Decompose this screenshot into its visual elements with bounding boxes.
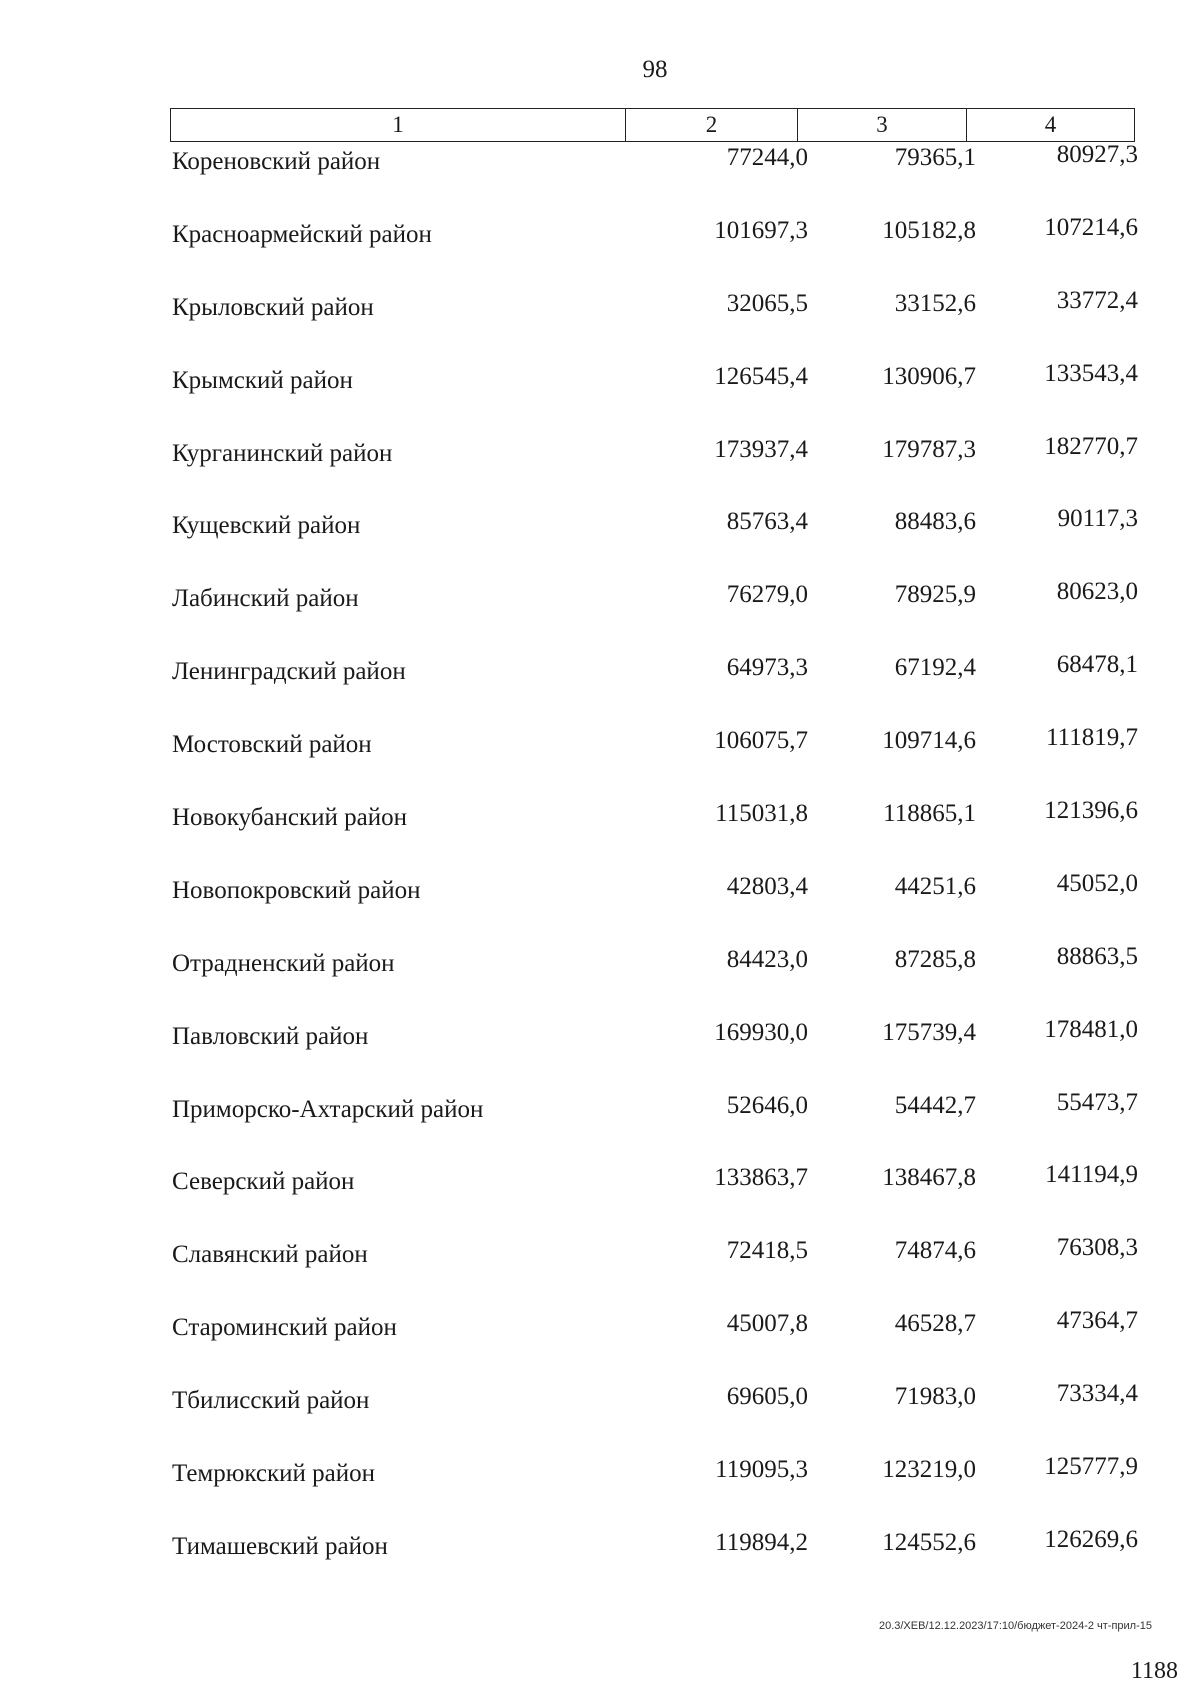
row-value-col4: 107214,6 bbox=[1044, 213, 1138, 241]
row-value-col2: 52646,0 bbox=[726, 1091, 808, 1119]
row-value-col3: 130906,7 bbox=[882, 362, 976, 390]
table-row bbox=[172, 359, 1138, 440]
row-value-col4: 182770,7 bbox=[1044, 432, 1138, 460]
row-name: Лабинский район bbox=[172, 585, 359, 613]
row-value-col3: 105182,8 bbox=[882, 216, 976, 244]
row-value-col4: 178481,0 bbox=[1044, 1015, 1138, 1043]
row-name: Новокубанский район bbox=[172, 804, 407, 832]
row-value-col4: 141194,9 bbox=[1045, 1161, 1138, 1189]
row-value-col4: 76308,3 bbox=[1056, 1234, 1138, 1262]
row-value-col4: 73334,4 bbox=[1056, 1380, 1138, 1408]
row-value-col2: 85763,4 bbox=[726, 508, 808, 536]
table-row bbox=[172, 724, 1138, 804]
row-name: Курганинский район bbox=[172, 439, 393, 467]
row-name: Ленинградский район bbox=[172, 658, 406, 686]
row-value-col4: 126269,6 bbox=[1044, 1525, 1138, 1553]
row-value-col4: 47364,7 bbox=[1056, 1307, 1138, 1335]
row-value-col3: 33152,6 bbox=[894, 289, 976, 317]
row-value-col2: 115031,8 bbox=[715, 800, 808, 828]
row-value-col4: 45052,0 bbox=[1056, 869, 1138, 897]
row-name: Тбилисский район bbox=[172, 1387, 370, 1415]
row-name: Отрадненский район bbox=[172, 949, 395, 977]
row-name: Новопокровский район bbox=[172, 876, 421, 904]
row-value-col3: 74874,6 bbox=[894, 1237, 976, 1265]
row-value-col4: 133543,4 bbox=[1044, 359, 1138, 387]
row-value-col2: 101697,3 bbox=[714, 216, 808, 244]
table-row bbox=[172, 141, 1138, 221]
table-row bbox=[172, 1234, 1138, 1314]
row-value-col4: 33772,4 bbox=[1056, 286, 1138, 314]
table-header bbox=[170, 108, 1135, 142]
row-value-col2: 76279,0 bbox=[726, 581, 808, 609]
row-value-col3: 123219,0 bbox=[882, 1456, 976, 1484]
row-value-col2: 169930,0 bbox=[714, 1018, 808, 1046]
row-name: Крыловский район bbox=[172, 293, 374, 321]
table-body bbox=[172, 141, 1138, 1606]
table-row bbox=[172, 1380, 1138, 1460]
table-row bbox=[172, 505, 1138, 585]
header-cell-1: 1 bbox=[171, 109, 626, 141]
row-value-col2: 64973,3 bbox=[726, 654, 808, 682]
row-value-col2: 77244,0 bbox=[726, 144, 808, 171]
row-value-col4: 68478,1 bbox=[1056, 651, 1138, 679]
row-value-col2: 84423,0 bbox=[726, 945, 808, 973]
row-name: Северский район bbox=[172, 1168, 355, 1196]
table-row bbox=[172, 1525, 1138, 1606]
row-value-col4: 90117,3 bbox=[1057, 505, 1138, 533]
table-row bbox=[172, 432, 1138, 513]
row-value-col3: 88483,6 bbox=[894, 508, 976, 536]
row-value-col2: 119095,3 bbox=[715, 1456, 808, 1484]
row-name: Приморско-Ахтарский район bbox=[172, 1095, 484, 1123]
table-row bbox=[172, 1161, 1138, 1241]
row-value-col3: 109714,6 bbox=[882, 727, 976, 755]
table-row bbox=[172, 1015, 1138, 1096]
table-row bbox=[172, 1307, 1138, 1387]
row-value-col4: 80623,0 bbox=[1056, 578, 1138, 606]
document-code: 20.3/ХЕВ/12.12.2023/17:10/бюджет-2024-2 чт-прил-15 bbox=[878, 1620, 1152, 1632]
header-cell-3: 3 bbox=[798, 109, 967, 141]
row-value-col3: 78925,9 bbox=[894, 581, 976, 609]
row-name: Тимашевский район bbox=[172, 1532, 388, 1560]
table-row bbox=[172, 797, 1138, 877]
row-value-col3: 71983,0 bbox=[894, 1383, 976, 1411]
row-name: Кущевский район bbox=[172, 512, 361, 540]
row-name: Крымский район bbox=[172, 366, 353, 394]
row-value-col3: 54442,7 bbox=[894, 1091, 976, 1119]
row-value-col3: 67192,4 bbox=[894, 654, 976, 682]
row-value-col2: 72418,5 bbox=[726, 1237, 808, 1265]
table-row bbox=[172, 1088, 1138, 1169]
row-name: Староминский район bbox=[172, 1314, 397, 1342]
row-value-col2: 69605,0 bbox=[726, 1383, 808, 1411]
row-value-col4: 125777,9 bbox=[1044, 1453, 1138, 1481]
row-value-col2: 133863,7 bbox=[714, 1164, 808, 1192]
row-value-col4: 88863,5 bbox=[1056, 942, 1138, 970]
row-value-col4: 111819,7 bbox=[1046, 724, 1138, 752]
row-value-col2: 173937,4 bbox=[714, 435, 808, 463]
row-value-col3: 138467,8 bbox=[882, 1164, 976, 1192]
page-number: 98 bbox=[642, 56, 668, 83]
row-value-col3: 175739,4 bbox=[882, 1018, 976, 1046]
row-value-col2: 106075,7 bbox=[714, 727, 808, 755]
row-value-col2: 42803,4 bbox=[726, 872, 808, 900]
row-name: Мостовский район bbox=[172, 731, 372, 759]
row-value-col2: 45007,8 bbox=[726, 1310, 808, 1338]
row-value-col4: 121396,6 bbox=[1044, 797, 1138, 825]
row-value-col3: 79365,1 bbox=[894, 144, 976, 171]
row-value-col2: 32065,5 bbox=[726, 289, 808, 317]
row-value-col4: 80927,3 bbox=[1056, 141, 1138, 168]
table-row bbox=[172, 651, 1138, 731]
row-name: Павловский район bbox=[172, 1022, 369, 1050]
row-name: Темрюкский район bbox=[172, 1460, 376, 1488]
table-row bbox=[172, 286, 1138, 367]
table-row bbox=[172, 213, 1138, 294]
row-name: Кореновский район bbox=[172, 148, 381, 175]
table-row bbox=[172, 942, 1138, 1023]
row-value-col2: 126545,4 bbox=[714, 362, 808, 390]
header-cell-4: 4 bbox=[1044, 112, 1057, 137]
row-value-col4: 55473,7 bbox=[1056, 1088, 1138, 1116]
table-row bbox=[172, 1453, 1138, 1533]
table-row bbox=[172, 869, 1138, 950]
row-value-col3: 46528,7 bbox=[894, 1310, 976, 1338]
row-name: Славянский район bbox=[172, 1241, 368, 1269]
sheet-number: 1188 bbox=[1130, 1658, 1178, 1684]
row-value-col3: 179787,3 bbox=[882, 435, 976, 463]
row-value-col3: 118865,1 bbox=[883, 800, 976, 828]
row-value-col3: 44251,6 bbox=[894, 872, 976, 900]
header-cell-2: 2 bbox=[626, 109, 798, 141]
row-value-col2: 119894,2 bbox=[715, 1528, 808, 1556]
row-value-col3: 87285,8 bbox=[894, 945, 976, 973]
table-row bbox=[172, 578, 1138, 658]
row-name: Красноармейский район bbox=[172, 220, 432, 248]
row-value-col3: 124552,6 bbox=[882, 1528, 976, 1556]
